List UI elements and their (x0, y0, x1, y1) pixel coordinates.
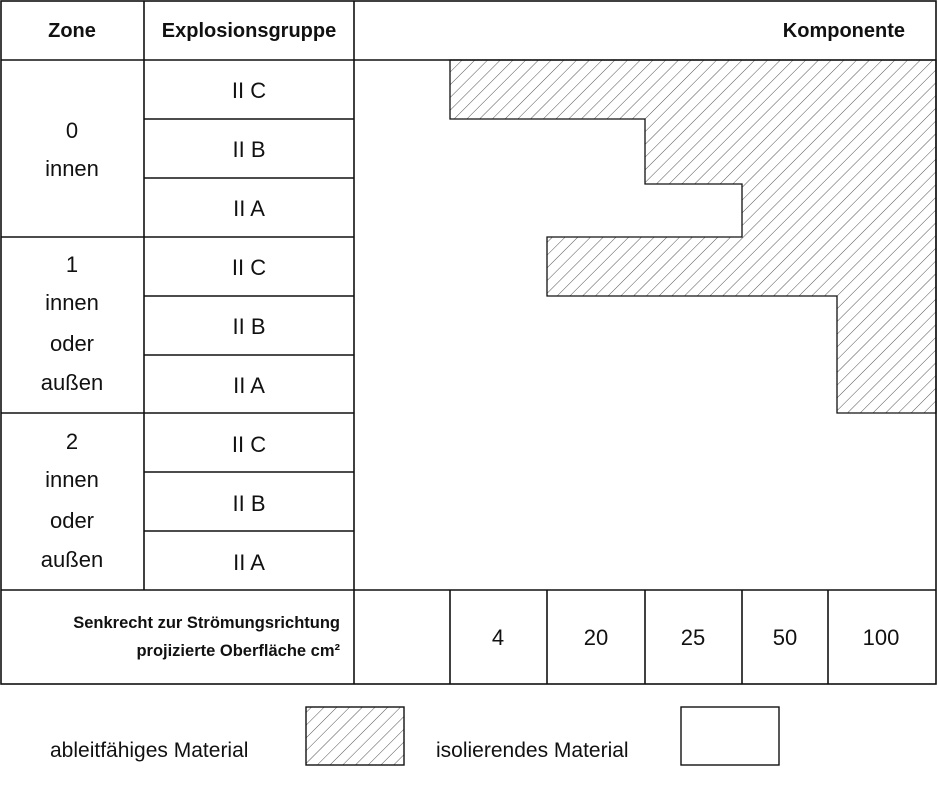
hatched-area-conductive-material (450, 60, 936, 413)
group-label: II C (231, 432, 267, 457)
zone-2-location: innen (45, 467, 99, 492)
group-label: II B (232, 314, 266, 339)
group-label: II C (231, 78, 267, 103)
surface-label-line2: projizierte Oberfläche cm² (136, 642, 340, 660)
header-explosion-group: Explosionsgruppe (161, 20, 337, 42)
surface-value: 25 (680, 625, 706, 650)
legend-insulating-label: isolierendes Material (436, 739, 629, 762)
zone-2-outside: außen (40, 547, 104, 572)
group-label: II B (232, 491, 266, 516)
group-label: II B (232, 137, 266, 162)
zone-0-location: innen (45, 156, 99, 181)
group-label: II C (231, 255, 267, 280)
zone-2-number: 2 (65, 429, 79, 454)
legend-conductive-label: ableitfähiges Material (50, 739, 249, 762)
zone-0-number: 0 (65, 118, 79, 143)
group-label: II A (233, 196, 265, 221)
zone-1-location: innen (45, 290, 99, 315)
legend-plain-swatch (681, 707, 779, 765)
header-zone: Zone (48, 20, 96, 42)
legend-hatched-swatch (306, 707, 404, 765)
surface-value: 50 (772, 625, 798, 650)
zone-1-outside: außen (40, 370, 104, 395)
surface-value: 4 (491, 625, 505, 650)
surface-value: 100 (862, 625, 900, 650)
zone-2-or: oder (49, 508, 95, 533)
group-label: II A (233, 550, 265, 575)
zone-1-number: 1 (65, 252, 79, 277)
group-label: II A (233, 373, 265, 398)
zone-1-or: oder (49, 331, 95, 356)
surface-value: 20 (583, 625, 609, 650)
surface-label-line1: Senkrecht zur Strömungsrichtung (73, 614, 340, 632)
header-component: Komponente (782, 20, 905, 42)
